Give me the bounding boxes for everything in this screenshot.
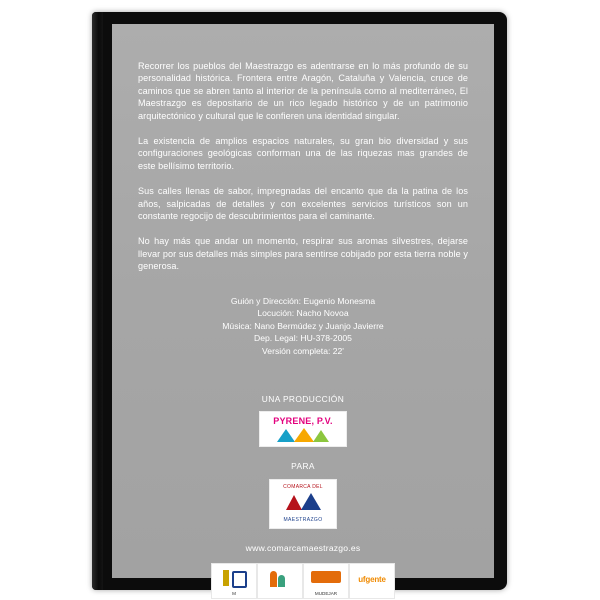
- comarca-logo-top-text: COMARCA DEL: [283, 483, 323, 490]
- sponsor-4-label: ufgente: [358, 574, 386, 584]
- pyrene-mountains-icon: [275, 428, 331, 442]
- website-url: www.comarcamaestrazgo.es: [245, 542, 361, 553]
- production-label: UNA PRODUCCIÓN: [261, 393, 345, 404]
- sponsor-1-label: M: [232, 590, 236, 596]
- paragraph-2: La existencia de amplios espacios naturales, su gran bio diversidad y sus configuraciones geológicas conforman una de las riquezas mas grandes de este bellísimo territorio.: [138, 136, 468, 171]
- dvd-case: [92, 12, 507, 596]
- credits-block: [138, 295, 468, 358]
- paragraph-3: Sus calles llenas de sabor, impregnadas del encanto que da la patina de los años, salpicadas de detalles y con excelentes servicios turísticos son un constante regocijo de descubrimientos para el caminante.: [138, 186, 468, 222]
- credit-line-legal-deposit: Dep. Legal: HU-378-2005: [254, 333, 352, 344]
- comarca-logo-bottom-text: MAESTRAZGO: [283, 516, 323, 523]
- sponsor-1-icon: [223, 570, 245, 586]
- sponsor-3-label: MUDEJAR: [314, 590, 338, 596]
- paragraph-1: Recorrer los pueblos del Maestrazgo es adentrarse en lo más profundo de su personalidad histórica. Frontera entre Aragón, Cataluña y Valencia, cruce de caminos que se abren tanto al interior de la península como al mediterráneo, El Maestrazgo es depositario de un rico legado histórico y de un patrimonio arquitectónico y cultural que le confieren una identidad singular.: [138, 61, 468, 121]
- for-label: PARA: [291, 460, 315, 471]
- paragraph-4: No hay más que andar un momento, respirar sus aromas silvestres, dejarse llevar por sus detalles más simples para sentirse cobijado por esta tierra noble y generosa.: [138, 236, 468, 272]
- comarca-del-maestrazgo-logo: [269, 479, 337, 529]
- sponsor-logo-3: [303, 563, 349, 599]
- sponsor-logo-4: [349, 563, 395, 599]
- dvd-case-spine: [92, 12, 103, 590]
- credit-line-narration: Locución: Nacho Novoa: [257, 308, 349, 319]
- sponsor-logo-row: [138, 563, 468, 599]
- pyrene-pv-logo: [259, 411, 347, 447]
- sponsor-3-icon: [311, 571, 341, 583]
- dvd-back-cover-insert: [112, 24, 494, 596]
- comarca-mountains-icon: [283, 492, 323, 512]
- sponsor-logo-1: [211, 563, 257, 599]
- sponsor-logo-2: [257, 563, 303, 599]
- description-text: [138, 60, 468, 273]
- credit-line-director: Guión y Dirección: Eugenio Monesma: [230, 295, 376, 306]
- pyrene-pv-logo-text: PYRENE, P.V.: [273, 415, 333, 426]
- sponsor-2-icon: [270, 569, 290, 587]
- credit-line-version: Versión completa: 22': [262, 346, 344, 357]
- credit-line-music: Música: Nano Bermúdez y Juanjo Javierre: [222, 320, 384, 331]
